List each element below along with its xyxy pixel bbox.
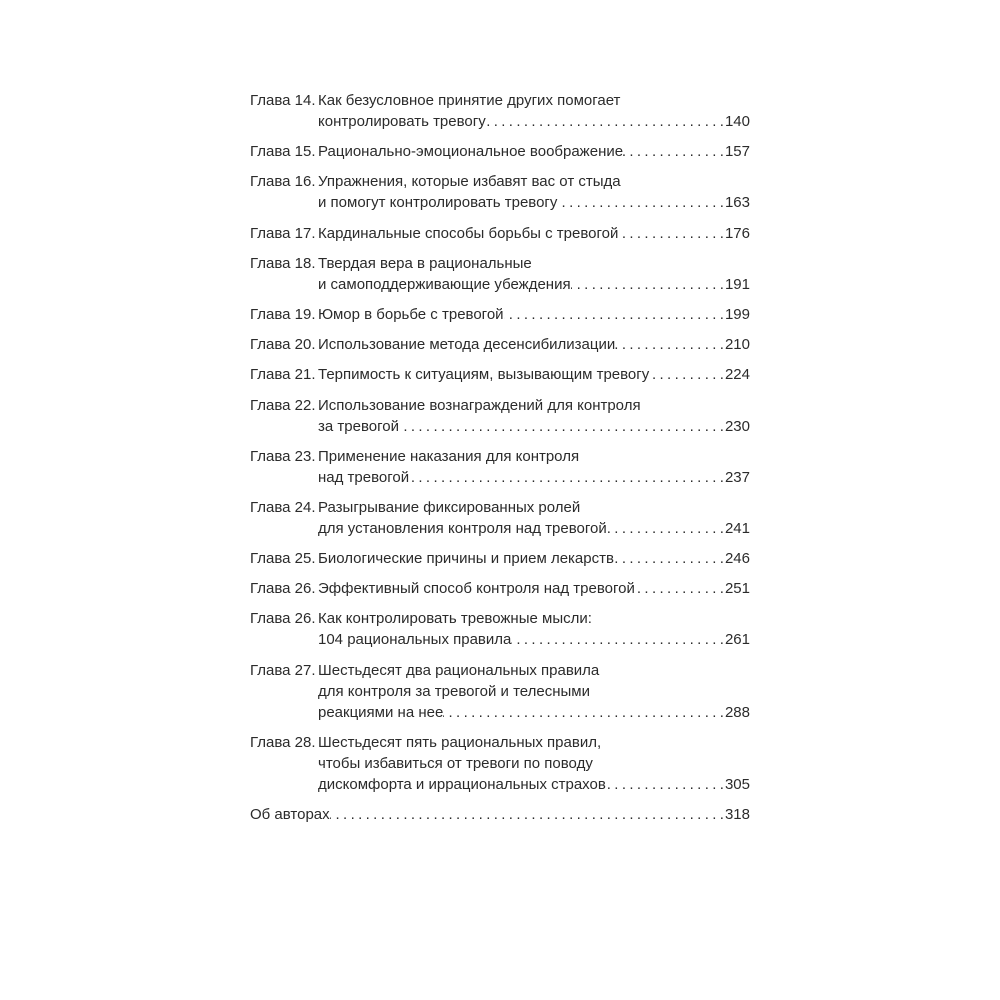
dot-leader [443, 702, 725, 723]
chapter-label: Глава 16. [250, 173, 316, 191]
chapter-title [318, 334, 750, 355]
chapter-title [318, 548, 750, 569]
page-number: 157 [724, 143, 750, 161]
title-line-with-page [318, 416, 750, 437]
title-line: 104 рациональных правила [318, 631, 512, 649]
toc-entry [250, 171, 750, 213]
chapter-label: Глава 14. [250, 92, 316, 109]
toc-entry [250, 141, 750, 162]
toc-entry [250, 395, 750, 437]
title-line-with-page [318, 774, 750, 795]
chapter-title [318, 364, 750, 385]
chapter-label: Глава 17. [250, 224, 316, 242]
dot-leader [618, 223, 725, 244]
chapter-label: Глава 22. [250, 396, 316, 414]
chapter-title [318, 141, 750, 162]
chapter-title [318, 660, 750, 723]
title-line: Как контролировать тревожные мысли: [318, 610, 592, 628]
chapter-label: Глава 26. [250, 610, 316, 628]
title-line-with-page [250, 804, 750, 825]
title-line: над тревогой [318, 468, 410, 486]
title-line-with-page [318, 223, 750, 244]
toc-entry [250, 253, 750, 295]
toc-entry [250, 660, 750, 723]
title-line: Шестьдесят два рациональных правила [318, 661, 600, 679]
title-line: Об авторах [250, 806, 330, 823]
chapter-label: Глава 15. [250, 143, 316, 161]
title-line: и помогут контролировать тревогу [318, 194, 558, 212]
chapter-label: Глава 19. [250, 305, 316, 323]
title-line-with-page [318, 629, 750, 650]
title-line: Использование вознаграждений для контроля [318, 396, 641, 414]
page-number: 176 [724, 224, 750, 242]
title-line: Использование метода десенсибилизации [318, 336, 616, 354]
title-line-with-page [318, 548, 750, 569]
chapter-title [318, 732, 750, 795]
dot-leader [504, 304, 725, 325]
chapter-title [250, 804, 750, 825]
title-line: Как безусловное принятие других помогает [318, 92, 621, 109]
title-line: и самоподдерживающие убеждения [318, 275, 571, 293]
page-number: 305 [724, 775, 750, 793]
chapter-label: Глава 25. [250, 550, 316, 568]
title-line: реакциями на нее [318, 703, 444, 721]
title-line: за тревогой [318, 417, 399, 435]
dot-leader [330, 804, 725, 825]
page-number: 210 [724, 336, 750, 354]
chapter-title [318, 223, 750, 244]
page-number: 224 [724, 366, 750, 384]
title-line-with-page [318, 364, 750, 385]
page-number: 163 [724, 194, 750, 212]
toc-entry [250, 446, 750, 488]
dot-leader [615, 334, 725, 355]
page-number: 241 [724, 519, 750, 537]
title-line-with-page [318, 192, 750, 213]
chapter-title [318, 497, 750, 539]
chapter-label: Глава 21. [250, 366, 316, 384]
title-line-with-page [318, 578, 750, 599]
title-line-with-page [318, 702, 750, 723]
title-line: Юмор в борьбе с тревогой [318, 305, 504, 323]
title-line: Упражнения, которые избавят вас от стыда [318, 173, 621, 191]
chapter-label: Глава 27. [250, 661, 316, 679]
page-number: 288 [724, 703, 750, 721]
title-line-with-page [318, 274, 750, 295]
page-number: 191 [724, 275, 750, 293]
dot-leader [557, 192, 725, 213]
dot-leader [606, 774, 725, 795]
title-line-with-page [318, 304, 750, 325]
title-line: Разыгрывание фиксированных ролей [318, 498, 581, 516]
title-line: Шестьдесят пять рациональных правил, [318, 733, 602, 751]
page-number: 199 [724, 305, 750, 323]
toc-entry [250, 334, 750, 355]
table-of-contents [250, 90, 750, 834]
toc-entry [250, 304, 750, 325]
page-number: 230 [724, 417, 750, 435]
chapter-title [318, 90, 750, 132]
chapter-title [318, 171, 750, 213]
page-number: 251 [724, 580, 750, 598]
chapter-title [318, 446, 750, 488]
chapter-label: Глава 24. [250, 498, 316, 516]
page-number: 140 [724, 113, 750, 130]
title-line: для установления контроля над тревогой [318, 519, 607, 537]
title-line-with-page [318, 334, 750, 355]
dot-leader [649, 364, 725, 385]
title-line: для контроля за тревогой и телесными [318, 682, 590, 700]
page-number: 261 [724, 631, 750, 649]
chapter-label: Глава 20. [250, 336, 316, 354]
chapter-label: Глава 28. [250, 733, 316, 751]
chapter-title [318, 304, 750, 325]
dot-leader [511, 629, 725, 650]
chapter-label: Глава 23. [250, 447, 316, 465]
title-line: Твердая вера в рациональные [318, 254, 532, 272]
page-number: 318 [724, 806, 750, 823]
chapter-title [318, 395, 750, 437]
dot-leader [399, 416, 725, 437]
dot-leader [614, 548, 725, 569]
page-number: 246 [724, 550, 750, 568]
toc-entry [250, 732, 750, 795]
dot-leader [607, 518, 725, 539]
toc-entry [250, 364, 750, 385]
title-line: чтобы избавиться от тревоги по поводу [318, 754, 593, 772]
dot-leader [486, 111, 725, 132]
title-line: Применение наказания для контроля [318, 447, 580, 465]
dot-leader [571, 274, 725, 295]
title-line: Кардинальные способы борьбы с тревогой [318, 224, 619, 242]
chapter-label: Глава 26. [250, 580, 316, 598]
title-line-with-page [318, 141, 750, 162]
title-line: Эффективный способ контроля над тревогой [318, 580, 635, 598]
toc-entry [250, 804, 750, 825]
title-line: Терпимость к ситуациям, вызывающим тревогу [318, 366, 650, 384]
chapter-label: Глава 18. [250, 254, 316, 272]
toc-entry [250, 223, 750, 244]
page-number: 237 [724, 468, 750, 486]
title-line: Биологические причины и прием лекарств [318, 550, 614, 568]
title-line: Рационально-эмоциональное воображение [318, 143, 624, 161]
chapter-title [318, 253, 750, 295]
dot-leader [623, 141, 725, 162]
title-line: контролировать тревогу [318, 113, 486, 130]
toc-entry [250, 497, 750, 539]
chapter-title [318, 608, 750, 650]
dot-leader [635, 578, 725, 599]
title-line-with-page [318, 467, 750, 488]
toc-entry [250, 90, 750, 132]
toc-entry [250, 608, 750, 650]
title-line: дискомфорта и иррациональных страхов [318, 775, 606, 793]
title-line-with-page [318, 111, 750, 132]
toc-entry [250, 548, 750, 569]
title-line-with-page [318, 518, 750, 539]
chapter-title [318, 578, 750, 599]
toc-entry [250, 578, 750, 599]
dot-leader [409, 467, 725, 488]
